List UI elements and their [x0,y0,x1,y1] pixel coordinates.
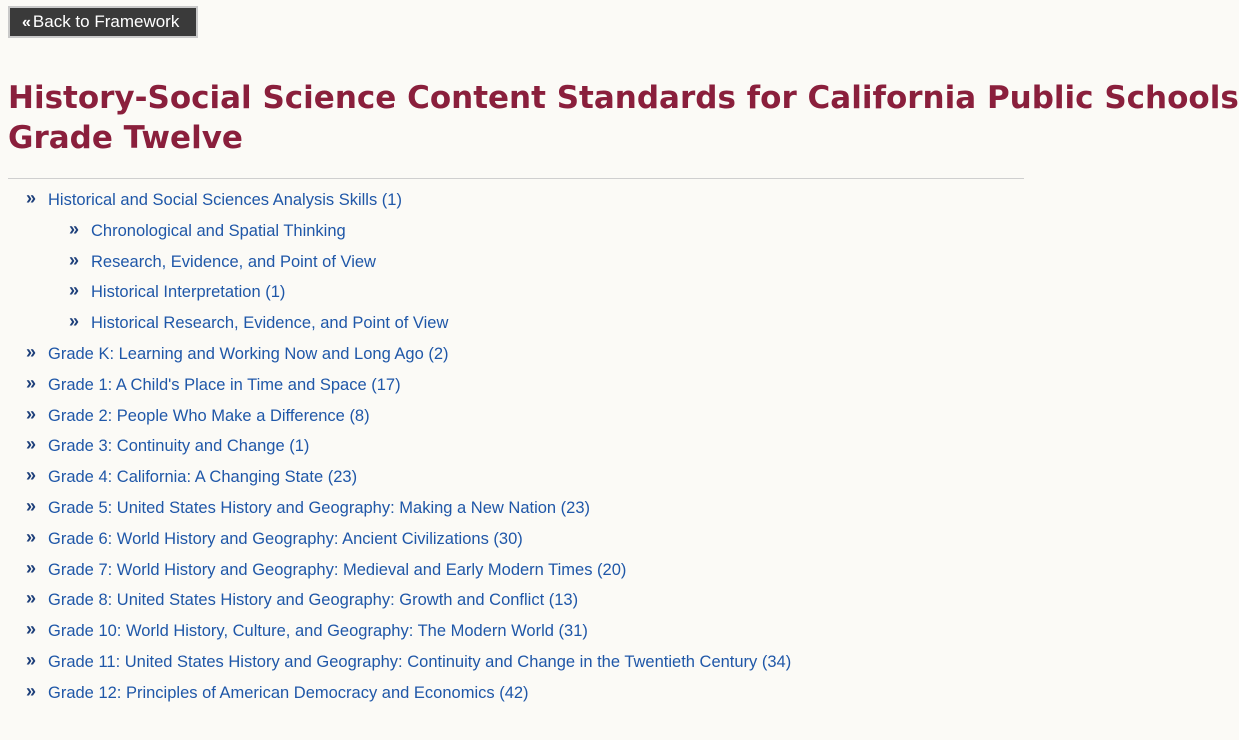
list-item[interactable] [26,400,791,431]
list-item[interactable] [26,554,791,585]
double-chevron-right-icon: » [69,218,77,239]
sub-list-item[interactable] [26,307,791,338]
double-chevron-right-icon: » [69,311,77,332]
double-chevron-right-icon: » [26,619,34,640]
back-to-framework-button[interactable] [8,6,198,38]
standard-link[interactable]: Grade 12: Principles of American Democracy and Economics (42) [48,683,529,702]
standard-link[interactable]: Grade 2: People Who Make a Difference (8) [48,406,370,425]
standard-link[interactable]: Grade 10: World History, Culture, and Geography: The Modern World (31) [48,622,588,641]
list-item[interactable] [26,461,791,492]
standard-link[interactable]: Research, Evidence, and Point of View [91,252,376,271]
standard-link[interactable]: Grade K: Learning and Working Now and Long Ago (2) [48,344,449,363]
standard-link[interactable]: Grade 3: Continuity and Change (1) [48,437,310,456]
standard-link[interactable]: Historical Research, Evidence, and Point of View [91,314,449,333]
double-chevron-right-icon: » [69,249,77,270]
standard-link[interactable]: Historical Interpretation (1) [91,283,286,302]
sub-list-item[interactable] [26,246,791,277]
list-item[interactable] [26,523,791,554]
standard-link[interactable]: Grade 4: California: A Changing State (23) [48,468,358,487]
standard-link[interactable]: Grade 1: A Child's Place in Time and Space (17) [48,375,401,394]
double-chevron-right-icon: » [26,188,34,208]
title-divider [8,178,1024,179]
list-item[interactable] [26,615,791,646]
page-title-line1: History-Social Science Content Standards for California Public Schools [8,80,1239,116]
double-chevron-right-icon: » [26,434,34,455]
double-chevron-right-icon: » [26,588,34,609]
standard-link[interactable]: Historical and Social Sciences Analysis Skills (1) [48,191,402,209]
list-item[interactable] [26,584,791,615]
list-item[interactable] [26,369,791,400]
list-item[interactable] [26,184,791,215]
double-chevron-right-icon: » [26,372,34,393]
double-chevron-right-icon: » [26,403,34,424]
back-button-label: Back to Framework [32,12,180,31]
standard-link[interactable]: Chronological and Spatial Thinking [91,221,346,240]
double-chevron-right-icon: » [26,557,34,578]
standard-link[interactable]: Grade 7: World History and Geography: Medieval and Early Modern Times (20) [48,560,627,579]
list-item[interactable] [26,677,791,708]
list-item[interactable] [26,430,791,461]
double-chevron-right-icon: » [26,649,34,670]
page-title-line2: Grade Twelve [8,120,243,156]
double-chevron-right-icon: » [26,341,34,362]
standard-link[interactable]: Grade 5: United States History and Geography: Making a New Nation (23) [48,498,591,517]
list-item[interactable] [26,646,791,677]
page-title [8,78,1239,158]
double-chevron-right-icon: » [26,526,34,547]
sub-list-item[interactable] [26,215,791,246]
double-chevron-right-icon: » [26,680,34,701]
double-chevron-right-icon: » [26,495,34,516]
double-chevron-left-icon: « [22,14,29,31]
list-item[interactable] [26,338,791,369]
double-chevron-right-icon: » [69,280,77,301]
sub-list-item[interactable] [26,276,791,307]
list-item[interactable] [26,492,791,523]
standard-link[interactable]: Grade 8: United States History and Geography: Growth and Conflict (13) [48,591,579,610]
standard-link[interactable]: Grade 6: World History and Geography: Ancient Civilizations (30) [48,529,523,548]
standards-list [26,184,791,708]
standard-link[interactable]: Grade 11: United States History and Geography: Continuity and Change in the Twentieth Century (34) [48,652,792,671]
double-chevron-right-icon: » [26,465,34,486]
